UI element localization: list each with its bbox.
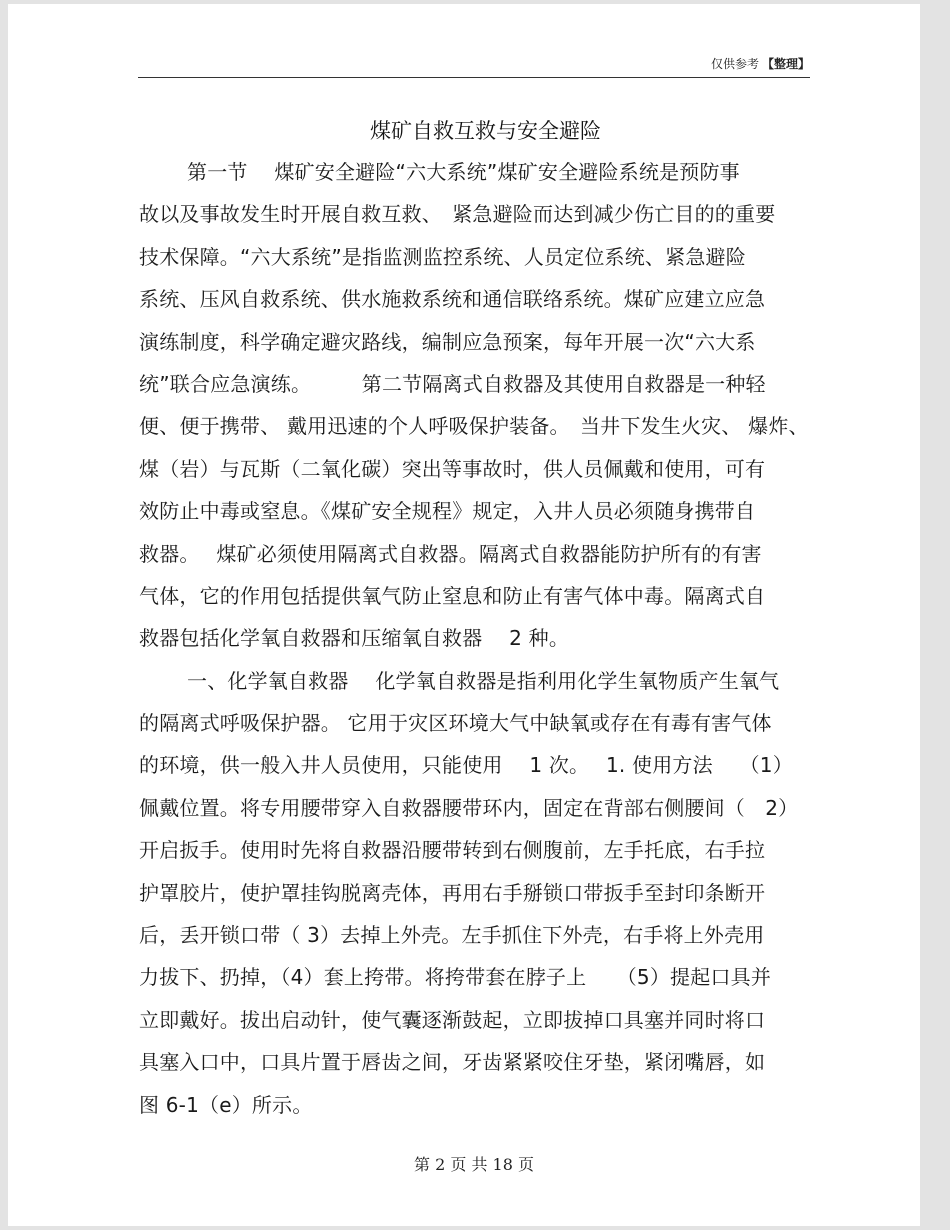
body-line: 救器包括化学氧自救器和压缩氧自救器 2 种。 bbox=[139, 626, 570, 651]
header-note bbox=[711, 56, 810, 72]
body-line: 系统、压风自救系统、供水施救系统和通信联络系统。煤矿应建立应急 bbox=[139, 287, 766, 312]
body-line: 一、化学氧自救器 化学氧自救器是指利用化学生氧物质产生氧气 bbox=[187, 668, 780, 693]
document-page bbox=[8, 4, 920, 1226]
body-line: 便、便于携带、 戴用迅速的个人呼吸保护装备。 当井下发生火灾、 爆炸、 bbox=[139, 414, 809, 439]
body-line: 力拔下、扔掉，（4）套上挎带。将挎带套在脖子上 （5）提起口具并 bbox=[139, 965, 772, 990]
body-line: 技术保障。“六大系统”是指监测监控系统、人员定位系统、紧急避险 bbox=[139, 244, 746, 269]
body-line: 后，丢开锁口带（ 3）去掉上外壳。左手抓住下外壳，右手将上外壳用 bbox=[139, 923, 765, 948]
body-line: 统”联合应急演练。 第二节隔离式自救器及其使用自救器是一种轻 bbox=[139, 371, 766, 396]
body-line: 佩戴位置。将专用腰带穿入自救器腰带环内，固定在背部右侧腰间（ 2） bbox=[139, 795, 799, 820]
document-title: 煤矿自救互救与安全避险 bbox=[370, 119, 601, 143]
document-body bbox=[139, 151, 839, 1126]
body-line: 护罩胶片，使护罩挂钩脱离壳体，再用右手掰锁口带扳手至封印条断开 bbox=[139, 880, 766, 905]
body-line: 的隔离式呼吸保护器。 它用于灾区环境大气中缺氧或存在有毒有害气体 bbox=[139, 711, 772, 736]
body-line: 的环境，供一般入井人员使用，只能使用 1 次。 1. 使用方法 （1） bbox=[139, 753, 793, 778]
body-line: 开启扳手。使用时先将自救器沿腰带转到右侧腹前，左手托底，右手拉 bbox=[139, 838, 766, 863]
paragraph bbox=[139, 151, 839, 660]
body-line: 图 6-1（e）所示。 bbox=[139, 1092, 313, 1117]
header-note-text: 仅供参考 bbox=[710, 57, 759, 71]
body-line: 故以及事故发生时开展自救互救、 紧急避险而达到减少伤亡目的的重要 bbox=[139, 202, 776, 227]
header-divider bbox=[138, 77, 810, 78]
body-line: 气体，它的作用包括提供氧气防止窒息和防止有害气体中毒。隔离式自 bbox=[139, 583, 766, 608]
body-line: 立即戴好。拔出启动针，使气囊逐渐鼓起，立即拔掉口具塞并同时将口 bbox=[139, 1007, 766, 1032]
paragraph bbox=[139, 660, 839, 1126]
body-line: 第一节 煤矿安全避险“六大系统”煤矿安全避险系统是预防事 bbox=[187, 160, 740, 184]
body-line: 煤（岩）与瓦斯（二氧化碳）突出等事故时，供人员佩戴和使用，可有 bbox=[139, 456, 766, 481]
header-tag: 【整理】 bbox=[761, 57, 810, 71]
body-line: 效防止中毒或窒息。《煤矿安全规程》规定，入井人员必须随身携带自 bbox=[139, 499, 756, 524]
page-footer: 第 2 页 共 18 页 bbox=[414, 1155, 534, 1174]
body-line: 具塞入口中，口具片置于唇齿之间，牙齿紧紧咬住牙垫，紧闭嘴唇，如 bbox=[139, 1050, 766, 1075]
body-line: 演练制度，科学确定避灾路线，编制应急预案，每年开展一次“六大系 bbox=[139, 329, 756, 354]
body-line: 救器。 煤矿必须使用隔离式自救器。隔离式自救器能防护所有的有害 bbox=[139, 541, 762, 566]
